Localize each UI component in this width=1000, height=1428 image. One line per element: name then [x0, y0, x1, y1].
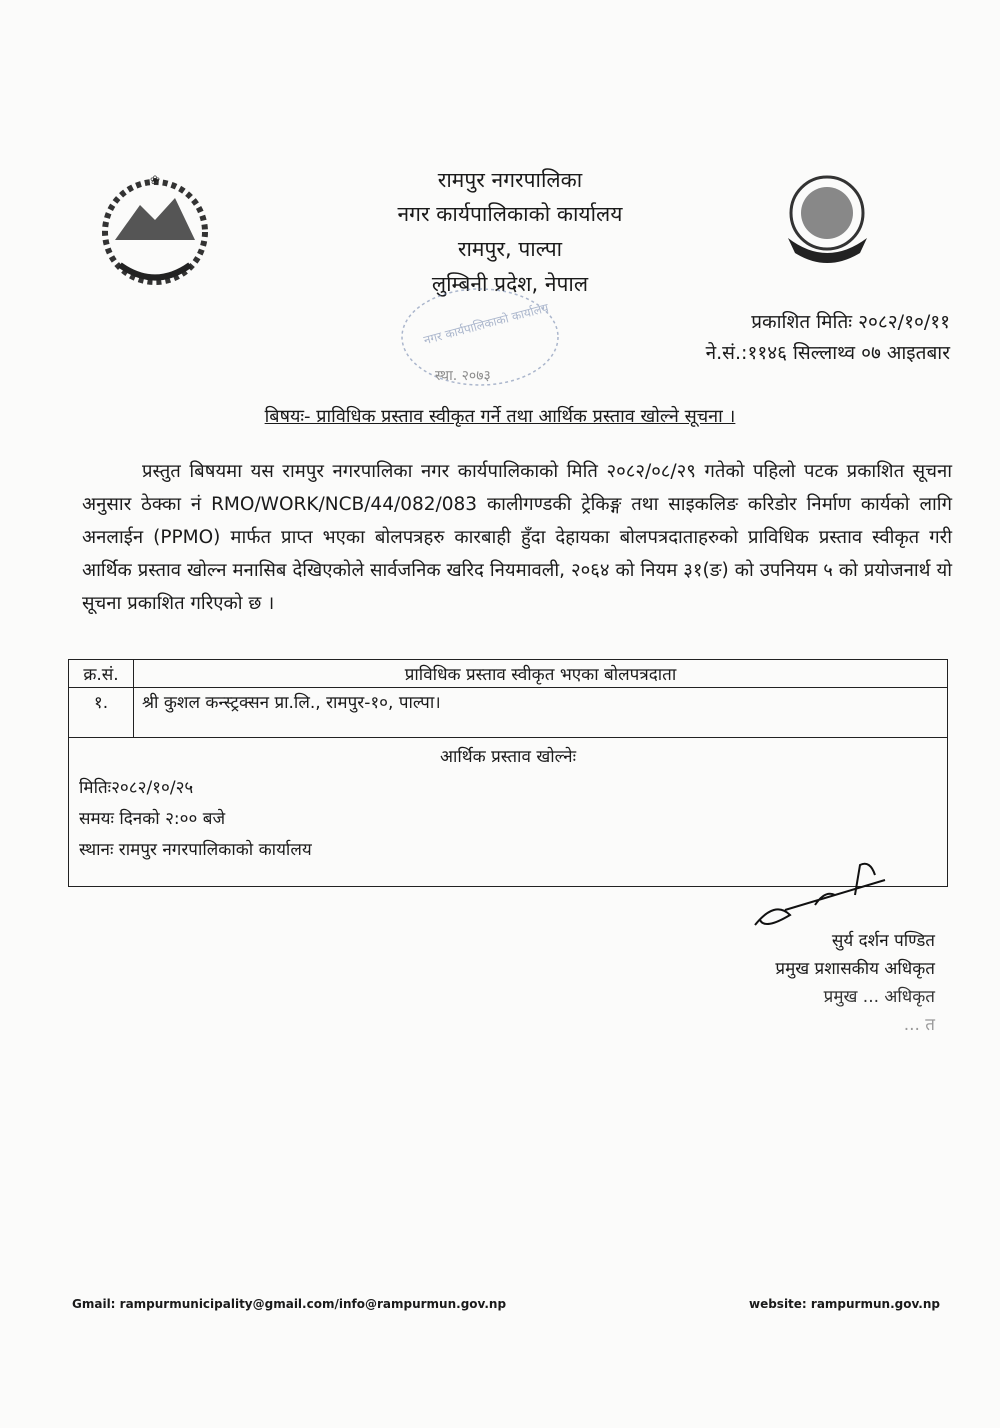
opening-date: मितिः२०८२/१०/२५ [79, 778, 194, 798]
office-stamp [395, 285, 565, 390]
municipality-name: रामपुर नगरपालिका [437, 168, 583, 192]
signatory-block [775, 927, 935, 1039]
bidder-header: प्राविधिक प्रस्ताव स्वीकृत भएका बोलपत्रदाता [134, 660, 948, 688]
bidder-table [68, 659, 948, 887]
svg-text:नगर कार्यपालिकाको कार्यालय: नगर कार्यपालिकाको कार्यालय [422, 300, 551, 348]
table-row [69, 688, 948, 738]
bidder-name: श्री कुशल कन्स्ट्रक्सन प्रा.लि., रामपुर-१०, पाल्पा। [134, 688, 948, 738]
footer-email: Gmail: rampurmunicipality@gmail.com/info@rampurmun.gov.np [72, 1297, 507, 1311]
office-location: रामपुर, पाल्पा [457, 237, 563, 261]
published-date: प्रकाशित मितिः २०८२/१०/११ [751, 311, 950, 333]
serial-header: क्र.सं. [69, 660, 134, 688]
signatory-title-faint: प्रमुख ... अधिकृत [823, 987, 935, 1007]
office-name: नगर कार्यपालिकाको कार्यालय [397, 202, 623, 226]
handwritten-signature [745, 860, 895, 935]
signatory-name: सुर्य दर्शन पण्डित [831, 931, 935, 951]
opening-place: स्थानः रामपुर नगरपालिकाको कार्यालय [79, 840, 312, 860]
notice-subject: बिषयः- प्राविधिक प्रस्ताव स्वीकृत गर्ने तथा आर्थिक प्रस्ताव खोल्ने सूचना । [264, 406, 736, 427]
svg-text:❀: ❀ [150, 173, 161, 187]
province: लुम्बिनी प्रदेश, नेपाल [431, 272, 589, 296]
signatory-title: प्रमुख प्रशासकीय अधिकृत [775, 959, 935, 979]
serial-number: १. [69, 688, 134, 738]
table-header-row [69, 660, 948, 688]
opening-time: समयः दिनको २:०० बजे [79, 809, 226, 829]
footer-website: website: rampurmun.gov.np [748, 1297, 940, 1311]
opening-title: आर्थिक प्रस्ताव खोल्नेः [439, 747, 576, 767]
nepal-sambat-date: ने.सं.:११४६ सिल्लाथ्व ०७ आइतबार [705, 342, 950, 364]
notice-body: प्रस्तुत बिषयमा यस रामपुर नगरपालिका नगर कार्यपालिकाको मिति २०८२/०८/२९ गतेको पहिलो पटक प्रकाशित सूचना अनुसार ठेक्का नं RMO/WORK/NCB/44/082/083 कालीगण्डकी ट्रेकिङ्ग तथा साइकलिङ करिडोर निर्माण कार्यको लागि अनलाईन (PPMO) मार्फत प्राप्त भएका बोलपत्रहरु कारबाही हुँदा देहायका बोलपत्रदाताहरुको प्राविधिक प्रस्ताव स्वीकृत गरी आर्थिक प्रस्ताव खोल्न मनासिब देखिएकोले सार्वजनिक खरिद नियमावली, २०६४ को नियम ३१(ङ) को उपनियम ५ को प्रयोजनार्थ यो सूचना प्रकाशित गरिएको छ । [82, 461, 952, 614]
svg-text:स्था. २०७३: स्था. २०७३ [435, 368, 491, 384]
nepal-government-emblem [90, 170, 220, 290]
signatory-title-faint-2: ... त [903, 1015, 935, 1035]
municipality-logo [780, 168, 875, 268]
